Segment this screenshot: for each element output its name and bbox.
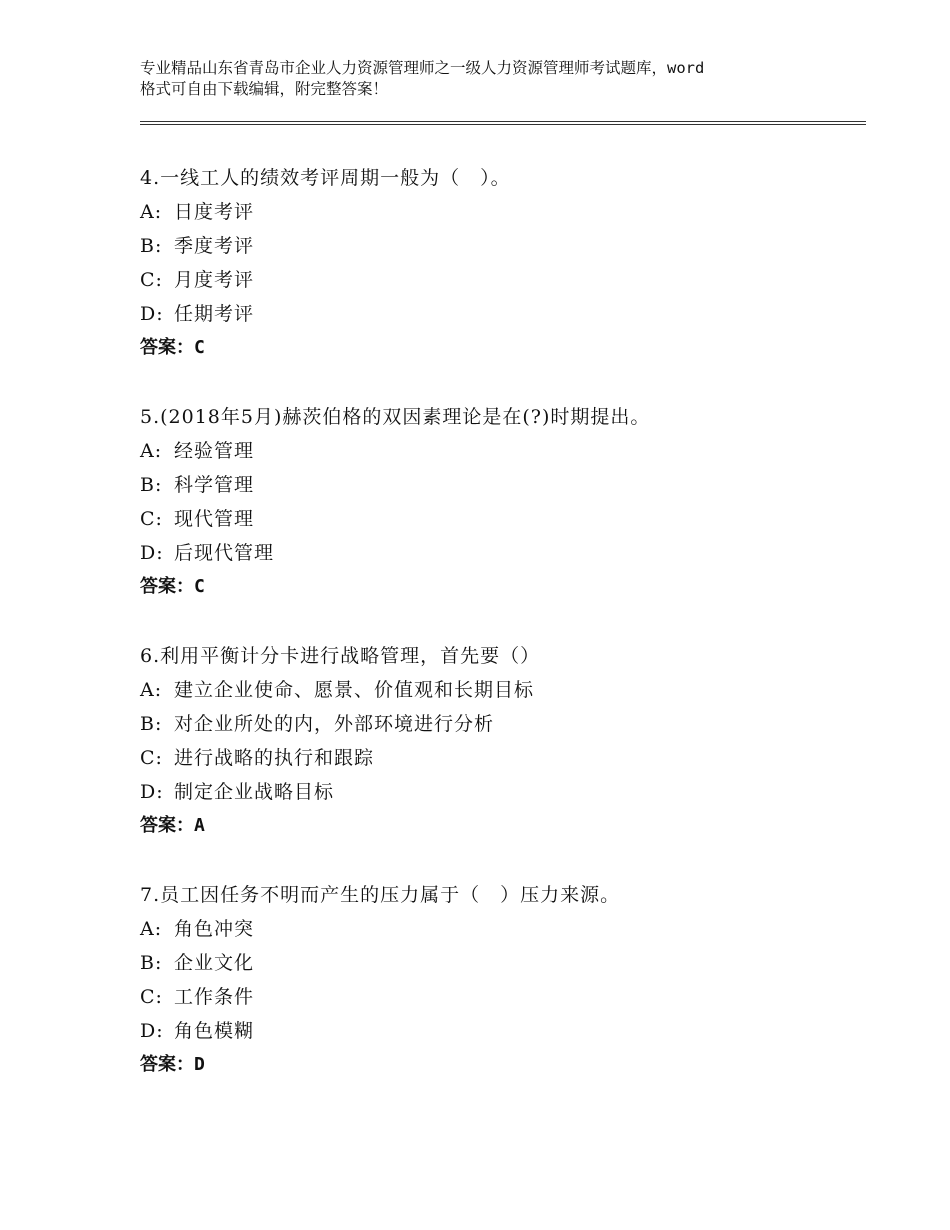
answer-line: 答案：C: [140, 337, 205, 358]
option-letter: C:: [140, 508, 163, 530]
option-b: [140, 229, 860, 263]
option-text: 日度考评: [174, 201, 255, 223]
header-line-2: 格式可自由下载编辑，附完整答案！: [140, 80, 389, 98]
option-a: [140, 195, 860, 229]
option-letter: B:: [140, 235, 163, 257]
option-text: 制定企业战略目标: [174, 781, 335, 803]
question-title: 6.利用平衡计分卡进行战略管理，首先要（）: [140, 645, 541, 667]
option-letter: D:: [140, 781, 164, 803]
question-block: [140, 639, 860, 843]
option-text: 工作条件: [174, 986, 255, 1008]
option-letter: B:: [140, 952, 163, 974]
option-text: 角色模糊: [174, 1020, 255, 1042]
option-text: 经验管理: [174, 440, 255, 462]
answer-line: 答案：D: [140, 1054, 205, 1075]
question-title: 5.(2018年5月)赫茨伯格的双因素理论是在(?)时期提出。: [140, 406, 651, 428]
option-text: 科学管理: [174, 474, 255, 496]
option-letter: A:: [140, 201, 163, 223]
option-text: 季度考评: [174, 235, 255, 257]
option-c: [140, 263, 860, 297]
option-letter: D:: [140, 542, 164, 564]
option-text: 月度考评: [174, 269, 255, 291]
question-block: [140, 878, 860, 1082]
option-b: [140, 946, 860, 980]
option-letter: A:: [140, 440, 163, 462]
option-letter: D:: [140, 1020, 164, 1042]
option-letter: B:: [140, 713, 163, 735]
document-header: [140, 58, 840, 100]
option-text: 角色冲突: [174, 918, 255, 940]
option-d: [140, 1014, 860, 1048]
header-line-1: 专业精品山东省青岛市企业人力资源管理师之一级人力资源管理师考试题库，word: [140, 59, 705, 77]
option-text: 建立企业使命、愿景、价值观和长期目标: [174, 679, 535, 701]
option-b: [140, 468, 860, 502]
option-text: 任期考评: [174, 303, 255, 325]
option-text: 后现代管理: [174, 542, 275, 564]
option-text: 对企业所处的内，外部环境进行分析: [174, 713, 495, 735]
option-a: [140, 673, 860, 707]
option-d: [140, 536, 860, 570]
option-letter: A:: [140, 679, 163, 701]
option-c: [140, 980, 860, 1014]
option-d: [140, 297, 860, 331]
option-c: [140, 741, 860, 775]
answer-line: 答案：A: [140, 815, 205, 836]
option-a: [140, 912, 860, 946]
option-b: [140, 707, 860, 741]
option-letter: D:: [140, 303, 164, 325]
option-c: [140, 502, 860, 536]
question-block: [140, 161, 860, 365]
option-letter: B:: [140, 474, 163, 496]
question-title: 7.员工因任务不明而产生的压力属于（ ）压力来源。: [140, 884, 621, 906]
option-text: 现代管理: [174, 508, 255, 530]
option-text: 企业文化: [174, 952, 255, 974]
question-block: [140, 400, 860, 604]
option-d: [140, 775, 860, 809]
option-letter: C:: [140, 747, 163, 769]
answer-line: 答案：C: [140, 576, 205, 597]
question-title: 4.一线工人的绩效考评周期一般为（ ）。: [140, 167, 511, 189]
header-divider-bottom: [140, 124, 866, 125]
option-letter: C:: [140, 986, 163, 1008]
option-text: 进行战略的执行和跟踪: [174, 747, 375, 769]
header-divider-top: [140, 121, 866, 122]
option-letter: C:: [140, 269, 163, 291]
option-letter: A:: [140, 918, 163, 940]
option-a: [140, 434, 860, 468]
